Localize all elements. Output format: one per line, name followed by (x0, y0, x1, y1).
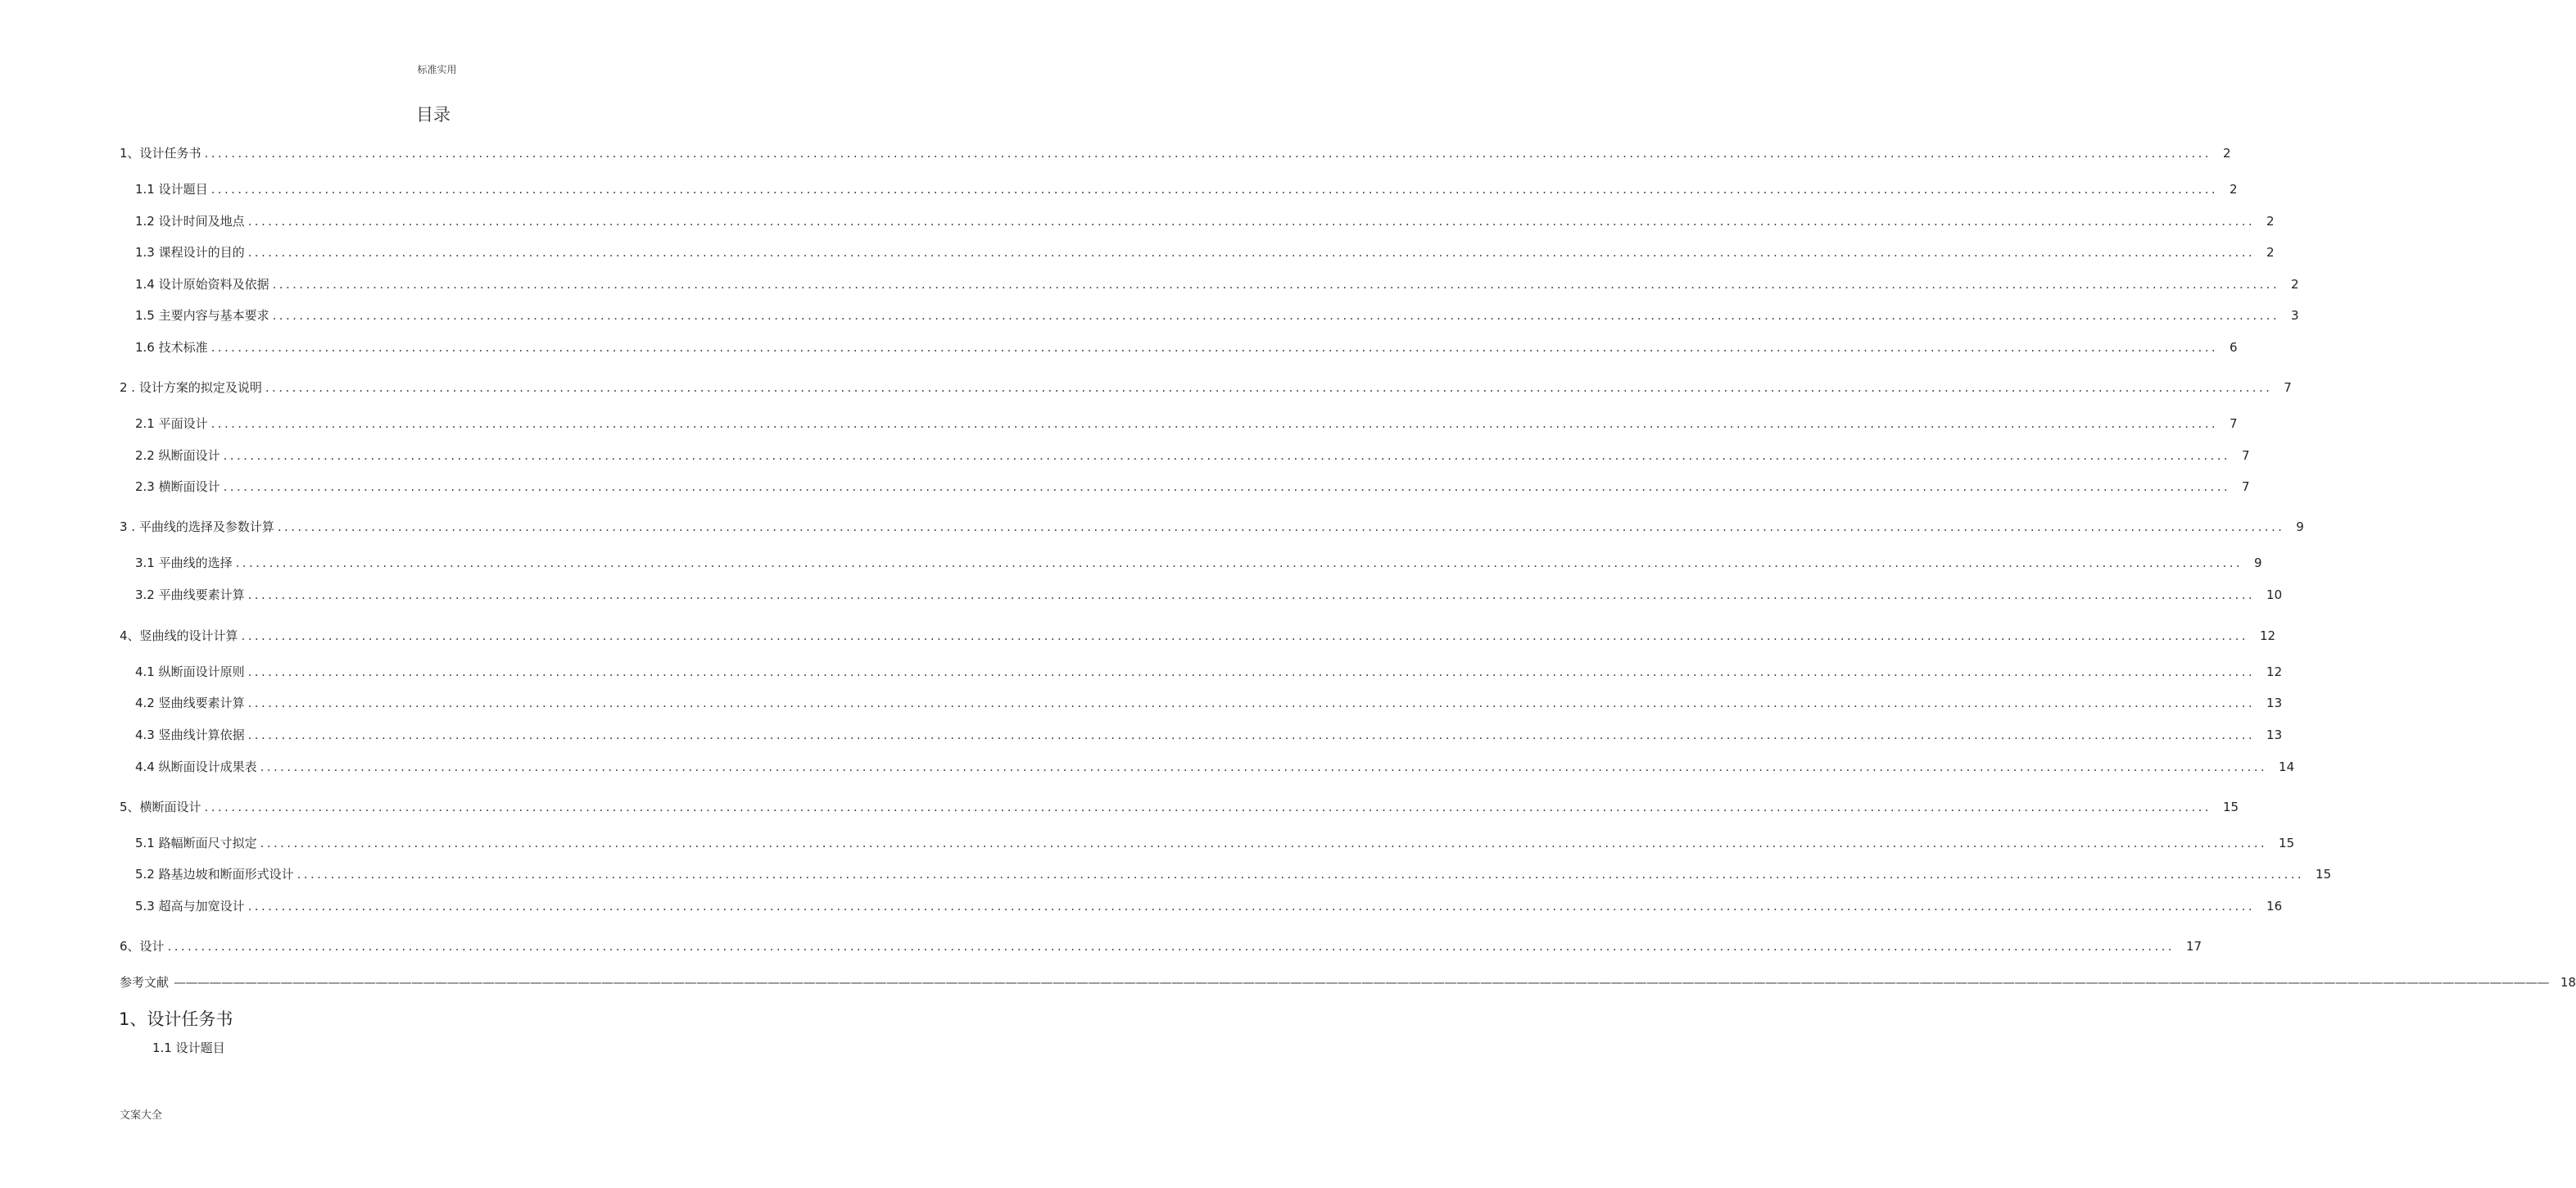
toc-entry[interactable] (135, 275, 2299, 292)
toc-leader: ............................................................................................................................................................................................................................................................................................................ (247, 728, 2256, 742)
toc-entry-page: 2 (2266, 245, 2275, 260)
toc-leader: ............................................................................................................................................................................................................................................................................................................ (272, 308, 2280, 323)
toc-entry[interactable] (120, 937, 2203, 954)
toc-entry[interactable] (135, 554, 2262, 571)
subsection-heading: 1.1 设计题目 (152, 1041, 225, 1055)
toc-entry-label: 3 . 平曲线的选择及参数计算 (120, 519, 274, 534)
toc-leader: ............................................................................................................................................................................................................................................................................................................ (265, 380, 2273, 395)
toc-entry[interactable] (120, 973, 2576, 991)
toc-entry-label: 4.1 纵断面设计原则 (135, 664, 245, 679)
toc-entry-page: 9 (2254, 555, 2262, 570)
toc-entry-page: 17 (2185, 939, 2203, 954)
toc-leader: ............................................................................................................................................................................................................................................................................................................ (204, 800, 2212, 814)
toc-entry[interactable] (135, 758, 2295, 775)
toc-entry[interactable] (135, 243, 2275, 261)
toc-entry[interactable] (120, 798, 2239, 815)
toc-entry-page: 14 (2279, 760, 2295, 774)
toc-entry[interactable] (135, 447, 2250, 464)
toc-entry-label: 2.1 平面设计 (135, 416, 208, 431)
toc-leader: ............................................................................................................................................................................................................................................................................................................ (247, 664, 2256, 679)
toc-entry-page: 12 (2266, 664, 2283, 679)
toc-leader: ............................................................................................................................................................................................................................................................................................................ (260, 836, 2268, 850)
toc-entry-page: 7 (2242, 479, 2250, 494)
toc-entry-page: 3 (2291, 308, 2299, 323)
toc-entry-page: 15 (2279, 836, 2295, 850)
toc-entry-label: 2.2 纵断面设计 (135, 448, 220, 463)
toc-entry[interactable] (135, 663, 2283, 680)
toc-entry-page: 13 (2266, 696, 2283, 710)
toc-leader: ............................................................................................................................................................................................................................................................................................................ (247, 899, 2256, 914)
toc-entry-page: 12 (2259, 628, 2276, 643)
toc-leader: ............................................................................................................................................................................................................................................................................................................ (211, 416, 2219, 431)
toc-entry[interactable] (120, 518, 2304, 535)
toc-entry-label: 5.1 路幅断面尺寸拟定 (135, 836, 257, 850)
toc-entry-label: 4、竖曲线的设计计算 (120, 628, 238, 643)
toc-entry-page: 13 (2266, 728, 2283, 742)
toc-leader: ............................................................................................................................................................................................................................................................................................................ (211, 340, 2219, 355)
toc-entry-label: 1.1 设计题目 (135, 182, 208, 197)
toc-entry-label: 1、设计任务书 (120, 146, 201, 161)
toc-leader: ............................................................................................................................................................................................................................................................................................................ (247, 214, 2256, 229)
toc-entry-label: 1.5 主要内容与基本要求 (135, 308, 269, 323)
toc-entry-label: 2.3 横断面设计 (135, 479, 220, 494)
toc-leader: ............................................................................................................................................................................................................................................................................................................ (247, 245, 2256, 260)
toc-entry[interactable] (135, 212, 2275, 229)
toc-entry[interactable] (135, 865, 2332, 882)
toc-entry-page: 7 (2242, 448, 2250, 463)
toc-entry[interactable] (120, 627, 2276, 644)
toc-entry-page: 2 (2266, 214, 2275, 229)
toc-entry[interactable] (120, 379, 2292, 396)
toc-entry-label: 1.6 技术标准 (135, 340, 208, 355)
toc-entry-page: 7 (2230, 416, 2238, 431)
toc-entry-label: 1.4 设计原始资料及依据 (135, 277, 269, 292)
toc-entry-label: 1.2 设计时间及地点 (135, 214, 245, 229)
toc-entry-page: 6 (2230, 340, 2238, 355)
page-header: 标准实用 (417, 64, 457, 75)
toc-leader: ............................................................................................................................................................................................................................................................................................................ (241, 628, 2248, 643)
toc-entry[interactable] (135, 415, 2238, 432)
toc-entry[interactable] (135, 694, 2283, 711)
toc-leader: ............................................................................................................................................................................................................................................................................................................ (167, 939, 2175, 954)
toc-entry-label: 2 . 设计方案的拟定及说明 (120, 380, 262, 395)
toc-leader: ............................................................................................................................................................................................................................................................................................................ (223, 448, 2231, 463)
toc-entry[interactable] (135, 338, 2238, 356)
toc-entry-page: 15 (2316, 867, 2332, 882)
toc-entry-page: 16 (2266, 899, 2283, 914)
toc-entry-label: 5、横断面设计 (120, 800, 201, 814)
toc-entry-page: 18 (2560, 975, 2576, 990)
toc-leader: ............................................................................................................................................................................................................................................................................................................ (247, 587, 2256, 602)
toc-entry-label: 6、设计 (120, 939, 165, 954)
toc-entry[interactable] (120, 144, 2231, 161)
toc-leader: ———————————————————————————————————————————————————————————————————————————————————————————————————————————————————————————————————————————————————————————————————————————————————————————————————————— (174, 975, 2550, 990)
toc-entry-page: 2 (2222, 146, 2231, 161)
toc-leader: ............................................................................................................................................................................................................................................................................................................ (235, 555, 2243, 570)
toc-title: 目录 (416, 105, 450, 125)
toc-entry-page: 2 (2291, 277, 2299, 292)
toc-entry-label: 5.3 超高与加宽设计 (135, 899, 245, 914)
toc-entry-label: 1.3 课程设计的目的 (135, 245, 245, 260)
toc-entry-label: 4.4 纵断面设计成果表 (135, 760, 257, 774)
toc-entry-label: 4.3 竖曲线计算依据 (135, 728, 245, 742)
toc-leader: ............................................................................................................................................................................................................................................................................................................ (272, 277, 2280, 292)
toc-entry-page: 9 (2296, 519, 2304, 534)
toc-entry[interactable] (135, 897, 2283, 914)
toc-entry-page: 7 (2284, 380, 2292, 395)
toc-entry-page: 2 (2230, 182, 2238, 197)
toc-leader: ............................................................................................................................................................................................................................................................................................................ (204, 146, 2212, 161)
toc-leader: ............................................................................................................................................................................................................................................................................................................ (211, 182, 2219, 197)
toc-entry[interactable] (135, 180, 2238, 197)
section-heading: 1、设计任务书 (119, 1009, 233, 1029)
toc-entry[interactable] (135, 726, 2283, 743)
toc-entry[interactable] (135, 586, 2283, 603)
toc-leader: ............................................................................................................................................................................................................................................................................................................ (277, 519, 2285, 534)
toc-entry-label: 3.1 平曲线的选择 (135, 555, 233, 570)
toc-entry-label: 参考文献 (120, 975, 170, 990)
toc-leader: ............................................................................................................................................................................................................................................................................................................ (223, 479, 2231, 494)
toc-entry-label: 5.2 路基边坡和断面形式设计 (135, 867, 294, 882)
toc-entry[interactable] (135, 478, 2250, 495)
toc-entry-page: 10 (2266, 587, 2283, 602)
toc-leader: ............................................................................................................................................................................................................................................................................................................ (247, 696, 2256, 710)
page-footer: 文案大全 (120, 1109, 163, 1122)
toc-leader: ............................................................................................................................................................................................................................................................................................................ (297, 867, 2305, 882)
toc-leader: ............................................................................................................................................................................................................................................................................................................ (260, 760, 2268, 774)
toc-entry-label: 4.2 竖曲线要素计算 (135, 696, 245, 710)
toc-entry[interactable] (135, 834, 2295, 851)
toc-entry-page: 15 (2222, 800, 2239, 814)
toc-entry-label: 3.2 平曲线要素计算 (135, 587, 245, 602)
toc-entry[interactable] (135, 306, 2299, 324)
